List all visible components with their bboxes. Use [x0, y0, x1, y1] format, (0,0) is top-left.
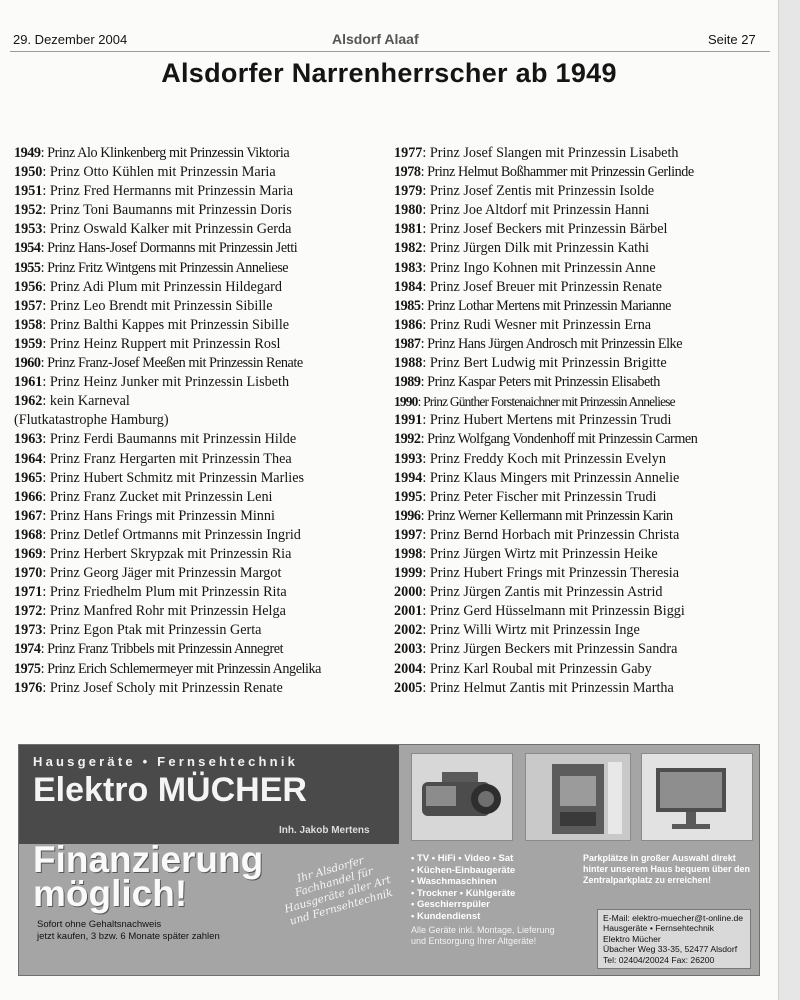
entry-text: Prinz Bert Ludwig mit Prinzessin Brigitte: [429, 355, 667, 372]
entry-text: Prinz Ferdi Baumanns mit Prinzessin Hilde: [49, 431, 297, 448]
entry-colon: :: [42, 584, 50, 601]
entry-text: Prinz Rudi Wesner mit Prinzessin Erna: [429, 316, 652, 333]
entry-text: Prinz Josef Scholy mit Prinzessin Renate: [49, 679, 283, 696]
entry-year: 2004: [394, 660, 423, 677]
entry-year: 1964: [14, 450, 43, 467]
entry-year: 1985: [394, 297, 421, 314]
ruler-entry: [14, 621, 389, 640]
ad-services-list: [411, 853, 515, 923]
entry-text: Prinz Manfred Rohr mit Prinzessin Helga: [49, 603, 286, 620]
ruler-entry: [394, 488, 769, 507]
ad-phone: Tel: 02404/20024 Fax: 26200: [603, 954, 715, 965]
ruler-entry: [394, 469, 769, 488]
entry-text: Prinz Lothar Mertens mit Prinzessin Marianne: [427, 297, 671, 314]
entry-text: Prinz Bernd Horbach mit Prinzessin Christa: [429, 526, 680, 543]
ad-contact-box: [597, 909, 751, 969]
entry-colon: :: [42, 316, 50, 333]
entry-year: 1965: [14, 469, 43, 486]
ruler-entry: [394, 545, 769, 564]
entry-colon: :: [42, 603, 50, 620]
entry-text: Prinz Jürgen Zantis mit Prinzessin Astrid: [429, 584, 663, 601]
ruler-entry: [394, 259, 769, 278]
ruler-entry: [394, 297, 769, 316]
ruler-entry: [394, 201, 769, 220]
entry-text: Prinz Jürgen Beckers mit Prinzessin Sandra: [429, 641, 678, 658]
entry-year: 1960: [14, 355, 41, 372]
entry-year: 1989: [394, 374, 421, 391]
entry-text: Prinz Fred Hermanns mit Prinzessin Maria: [49, 183, 293, 200]
ad-parking-note: Parkplätze in großer Auswahl direkt hinter unserem Haus bequem über den Zentralparkplatz zu erreichen!: [583, 853, 751, 885]
entry-colon: :: [422, 469, 430, 486]
entry-year: 1963: [14, 431, 43, 448]
ruler-entry: [394, 182, 769, 201]
ruler-entry: [14, 564, 389, 583]
entry-year: 1954: [14, 240, 41, 257]
entry-colon: :: [422, 278, 430, 295]
ruler-entry: [14, 278, 389, 297]
ad-brand-name: Elektro MÜCHER: [33, 771, 307, 809]
ruler-entry: [14, 354, 389, 373]
entry-year: 1951: [14, 183, 43, 200]
entry-text: Prinz Josef Zentis mit Prinzessin Isolde: [429, 183, 655, 200]
entry-colon: :: [422, 488, 430, 505]
entry-year: 1967: [14, 507, 43, 524]
ruler-entry: [394, 335, 769, 354]
entry-year: 1972: [14, 603, 43, 620]
entry-text: Prinz Ingo Kohnen mit Prinzessin Anne: [429, 259, 656, 276]
entry-colon: :: [422, 603, 430, 620]
entry-text: Prinz Adi Plum mit Prinzessin Hildegard: [49, 278, 282, 295]
entry-year: 1987: [394, 335, 421, 352]
entry-text: Prinz Hubert Frings mit Prinzessin Theresia: [429, 565, 680, 582]
entry-year: 2001: [394, 603, 423, 620]
ruler-entry: [394, 278, 769, 297]
entry-text: Prinz Toni Baumanns mit Prinzessin Doris: [49, 202, 292, 219]
entry-colon: :: [40, 641, 48, 658]
ad-script-slogan: Ihr Alsdorfer Fachhandel für Hausgeräte aller Art und Fernsehtechnik: [283, 854, 394, 928]
entry-text: Prinz Franz Hergarten mit Prinzessin Thea: [49, 450, 292, 467]
ruler-entry: [14, 583, 389, 602]
entry-text: Prinz Heinz Ruppert mit Prinzessin Rosl: [49, 335, 281, 352]
entry-text: Prinz Franz-Josef Meeßen mit Prinzessin Renate: [47, 355, 303, 372]
entry-year: 1984: [394, 278, 423, 295]
entry-text: Prinz Hans Frings mit Prinzessin Minni: [49, 507, 275, 524]
entry-colon: :: [42, 335, 50, 352]
ruler-entry: [14, 297, 389, 316]
ruler-entry: [14, 182, 389, 201]
entry-text: Prinz Balthi Kappes mit Prinzessin Sibille: [49, 316, 290, 333]
ruler-entry: [14, 507, 389, 526]
camcorder-photo: [411, 753, 513, 841]
entry-colon: :: [42, 164, 50, 181]
entry-year: 1977: [394, 145, 423, 161]
entry-colon: :: [422, 622, 430, 639]
entry-colon: :: [42, 545, 50, 562]
entry-year: 1980: [394, 202, 423, 219]
advertisement: [18, 744, 760, 976]
ad-financing-line1: Finanzierung: [33, 839, 264, 880]
entry-year: 1950: [14, 164, 43, 181]
entry-year: 1971: [14, 584, 43, 601]
ad-header-band: [19, 745, 399, 844]
entry-colon: :: [42, 450, 50, 467]
entry-text: Prinz Karl Roubal mit Prinzessin Gaby: [429, 660, 652, 677]
ruler-entry: [394, 583, 769, 602]
entry-year: 1978: [394, 164, 421, 181]
entry-colon: :: [42, 183, 50, 200]
ruler-entry: [14, 488, 389, 507]
entry-text: Prinz Hubert Schmitz mit Prinzessin Marlies: [49, 469, 305, 486]
entry-colon: :: [420, 335, 428, 352]
entry-year: 1966: [14, 488, 43, 505]
entry-year: 1974: [14, 641, 41, 658]
ad-payment-line2: jetzt kaufen, 3 bzw. 6 Monate später zahlen: [37, 931, 220, 942]
entry-colon: :: [420, 431, 428, 448]
entry-text: Prinz Günther Forstenaichner mit Prinzessin Anneliese: [423, 394, 675, 410]
entry-year: 2005: [394, 679, 423, 696]
entry-year: 1955: [14, 259, 41, 276]
ruler-entry: [14, 220, 389, 239]
entry-colon: :: [422, 183, 430, 200]
entry-text: Prinz Erich Schlemermeyer mit Prinzessin Angelika: [47, 660, 322, 677]
entry-year: 1956: [14, 278, 43, 295]
entry-year: 1979: [394, 183, 423, 200]
entry-year: 1949: [14, 145, 41, 161]
ad-service-item: • TV • HiFi • Video • Sat: [411, 853, 514, 864]
ruler-entry: [394, 507, 769, 526]
entry-colon: :: [42, 469, 50, 486]
ruler-entry: [394, 679, 769, 698]
entry-text: Prinz Freddy Koch mit Prinzessin Evelyn: [429, 450, 666, 467]
entry-colon: :: [422, 259, 430, 276]
ruler-entry: [394, 660, 769, 679]
entry-year: 1958: [14, 316, 43, 333]
rulers-list-right: [394, 144, 769, 698]
entry-year: 2003: [394, 641, 423, 658]
entry-colon: :: [42, 565, 50, 582]
entry-colon: :: [420, 164, 428, 181]
entry-text: Prinz Josef Slangen mit Prinzessin Lisabeth: [429, 145, 679, 161]
entry-text: kein Karneval: [49, 393, 130, 410]
entry-year: 1990: [394, 394, 418, 410]
entry-text: Prinz Leo Brendt mit Prinzessin Sibille: [49, 297, 273, 314]
ruler-entry: [394, 430, 769, 449]
ruler-entry: [14, 411, 389, 430]
entry-text: Prinz Josef Beckers mit Prinzessin Bärbel: [429, 221, 668, 238]
ruler-entry: [394, 316, 769, 335]
ruler-entry: [14, 660, 389, 679]
entry-text: Prinz Hubert Mertens mit Prinzessin Trudi: [429, 412, 672, 429]
header-rule: [10, 51, 770, 52]
ruler-entry: [14, 316, 389, 335]
ruler-entry: [14, 430, 389, 449]
entry-colon: :: [422, 240, 430, 257]
entry-colon: :: [42, 507, 50, 524]
entry-colon: :: [40, 240, 48, 257]
entry-year: 1981: [394, 221, 423, 238]
ruler-entry: [394, 640, 769, 659]
ad-email: E-Mail: elektro-muecher@t-online.de: [603, 913, 744, 923]
entry-colon: :: [420, 374, 428, 391]
entry-year: 1953: [14, 221, 43, 238]
ruler-entry: [394, 526, 769, 545]
ruler-entry: [14, 526, 389, 545]
publication-name: Alsdorf Alaaf: [332, 31, 419, 47]
entry-year: 1999: [394, 565, 423, 582]
entry-year: 1976: [14, 679, 43, 696]
television-photo: [641, 753, 753, 841]
entry-year: 1993: [394, 450, 423, 467]
entry-colon: :: [42, 679, 50, 696]
entry-colon: :: [422, 221, 430, 238]
ruler-entry: [394, 239, 769, 258]
ruler-entry: [14, 144, 389, 163]
entry-year: 1982: [394, 240, 423, 257]
entry-text: Prinz Georg Jäger mit Prinzessin Margot: [49, 565, 282, 582]
entry-colon: :: [422, 545, 430, 562]
ruler-entry: [14, 239, 389, 258]
entry-year: 1961: [14, 374, 43, 391]
ad-service-item: • Küchen-Einbaugeräte: [411, 864, 516, 876]
entry-year: 1959: [14, 335, 43, 352]
entry-colon: :: [42, 431, 50, 448]
entry-colon: :: [42, 374, 50, 391]
entry-text: Prinz Jürgen Wirtz mit Prinzessin Heike: [429, 545, 658, 562]
entry-colon: :: [420, 507, 428, 524]
entry-text: Prinz Kaspar Peters mit Prinzessin Elisabeth: [427, 374, 660, 391]
ad-delivery-note: Alle Geräte inkl. Montage, Lieferung und Entsorgung Ihrer Altgeräte!: [411, 925, 555, 946]
ruler-entry: [14, 259, 389, 278]
entry-colon: :: [422, 145, 430, 161]
entry-colon: :: [42, 526, 50, 543]
ruler-entry: [394, 411, 769, 430]
ruler-entry: [14, 679, 389, 698]
entry-text: Prinz Josef Breuer mit Prinzessin Renate: [429, 278, 662, 295]
entry-colon: :: [422, 526, 430, 543]
stove-photo: [525, 753, 631, 841]
entry-text: Prinz Gerd Hüsselmann mit Prinzessin Biggi: [429, 603, 685, 620]
ruler-entry: [394, 144, 769, 163]
entry-year: 1995: [394, 488, 423, 505]
entry-text: Prinz Hans Jürgen Androsch mit Prinzessin Elke: [427, 335, 683, 352]
ruler-entry: [14, 602, 389, 621]
entry-colon: :: [422, 565, 430, 582]
entry-text: Prinz Willi Wirtz mit Prinzessin Inge: [429, 622, 640, 639]
ruler-entry: [14, 469, 389, 488]
entry-colon: :: [422, 679, 430, 696]
entry-year: 1975: [14, 660, 41, 677]
entry-year: 1962: [14, 393, 43, 410]
entry-year: 1994: [394, 469, 423, 486]
entry-year: 2000: [394, 584, 423, 601]
entry-text: Prinz Otto Kühlen mit Prinzessin Maria: [49, 164, 276, 181]
entry-colon: :: [42, 488, 50, 505]
entry-colon: :: [422, 412, 430, 429]
issue-date: 29. Dezember 2004: [13, 32, 128, 47]
ruler-entry: [394, 450, 769, 469]
entry-year: 2002: [394, 622, 423, 639]
entry-colon: :: [40, 660, 48, 677]
rulers-list-left: [14, 144, 389, 698]
entry-text: Prinz Wolfgang Vondenhoff mit Prinzessin Carmen: [427, 431, 698, 448]
entry-text: Prinz Detlef Ortmanns mit Prinzessin Ingrid: [49, 526, 301, 543]
entry-year: 1988: [394, 355, 423, 372]
ruler-entry: [14, 373, 389, 392]
ruler-entry: [14, 335, 389, 354]
entry-year: 1969: [14, 545, 43, 562]
ruler-entry: [394, 354, 769, 373]
entry-year: 1991: [394, 412, 423, 429]
entry-year: 1968: [14, 526, 43, 543]
entry-year: 1973: [14, 622, 43, 639]
entry-text: Prinz Heinz Junker mit Prinzessin Lisbeth: [49, 374, 290, 391]
entry-year: 1970: [14, 565, 43, 582]
entry-year: 1992: [394, 431, 421, 448]
ad-service-item: • Waschmaschinen: [411, 876, 497, 888]
entry-text: Prinz Joe Altdorf mit Prinzessin Hanni: [429, 202, 650, 219]
ruler-entry: [394, 621, 769, 640]
entry-text: Prinz Jürgen Dilk mit Prinzessin Kathi: [429, 240, 650, 257]
entry-text: Prinz Helmut Boßhammer mit Prinzessin Gerlinde: [427, 164, 694, 181]
ruler-entry: [394, 163, 769, 182]
ad-tagline: Hausgeräte • Fernsehtechnik: [33, 754, 299, 769]
entry-year: 1952: [14, 202, 43, 219]
entry-colon: :: [422, 355, 430, 372]
ad-service-item: • Kundendienst: [411, 910, 481, 922]
ad-payment-terms: [37, 919, 220, 943]
ruler-entry: [394, 392, 769, 411]
entry-text: Prinz Klaus Mingers mit Prinzessin Annelie: [429, 469, 680, 486]
entry-text: Prinz Franz Tribbels mit Prinzessin Annegret: [47, 641, 284, 658]
entry-text: Prinz Egon Ptak mit Prinzessin Gerta: [49, 622, 262, 639]
entry-colon: :: [40, 259, 48, 276]
entry-colon: :: [42, 202, 50, 219]
entry-text: Prinz Franz Zucket mit Prinzessin Leni: [49, 488, 273, 505]
ruler-entry: [14, 163, 389, 182]
ad-contact-line2: Elektro Mücher: [603, 933, 661, 944]
entry-year: 1997: [394, 526, 423, 543]
ad-payment-line1: Sofort ohne Gehaltsnachweis: [37, 919, 162, 930]
entry-text: Prinz Peter Fischer mit Prinzessin Trudi: [429, 488, 657, 505]
ruler-entry: [14, 392, 389, 411]
entry-colon: :: [42, 393, 50, 410]
ad-contact-line1: Hausgeräte • Fernsehtechnik: [603, 923, 714, 934]
ruler-entry: [394, 602, 769, 621]
entry-text: Prinz Oswald Kalker mit Prinzessin Gerda: [49, 221, 292, 238]
ruler-entry: [394, 220, 769, 239]
entry-year: 1996: [394, 507, 421, 524]
ad-financing-line2: möglich!: [33, 873, 188, 914]
entry-year: 1983: [394, 259, 423, 276]
entry-text: (Flutkatastrophe Hamburg): [14, 412, 169, 429]
entry-colon: :: [420, 297, 428, 314]
entry-colon: :: [422, 584, 430, 601]
entry-text: Prinz Fritz Wintgens mit Prinzessin Anneliese: [47, 259, 289, 276]
page-number: Seite 27: [708, 32, 756, 47]
entry-colon: :: [422, 316, 430, 333]
ruler-entry: [14, 450, 389, 469]
entry-year: 1998: [394, 545, 423, 562]
entry-colon: :: [422, 450, 430, 467]
ruler-entry: [394, 373, 769, 392]
entry-year: 1957: [14, 297, 43, 314]
entry-colon: :: [417, 394, 424, 410]
ruler-entry: [14, 545, 389, 564]
entry-text: Prinz Herbert Skrypzak mit Prinzessin Ria: [49, 545, 292, 562]
entry-colon: :: [42, 297, 50, 314]
ad-service-item: • Geschierrspüler: [411, 899, 490, 911]
entry-colon: :: [422, 202, 430, 219]
ad-service-item: • Trockner • Kühlgeräte: [411, 887, 516, 899]
entry-text: Prinz Alo Klinkenberg mit Prinzessin Viktoria: [47, 145, 290, 161]
ad-address: Übacher Weg 33-35, 52477 Alsdorf: [603, 944, 738, 955]
entry-year: 1986: [394, 316, 423, 333]
entry-colon: :: [42, 221, 50, 238]
entry-colon: :: [422, 660, 430, 677]
entry-text: Prinz Werner Kellermann mit Prinzessin Karin: [427, 507, 673, 524]
entry-colon: :: [40, 355, 48, 372]
ad-owner: Inh. Jakob Mertens: [279, 825, 370, 836]
entry-text: Prinz Helmut Zantis mit Prinzessin Martha: [429, 679, 674, 696]
page-headline: Alsdorfer Narrenherrscher ab 1949: [161, 58, 617, 88]
entry-colon: :: [40, 145, 48, 161]
ruler-entry: [14, 201, 389, 220]
page-fold-edge: [778, 0, 800, 1000]
entry-text: Prinz Hans-Josef Dormanns mit Prinzessin Jetti: [47, 240, 298, 257]
entry-colon: :: [42, 622, 50, 639]
entry-colon: :: [422, 641, 430, 658]
entry-colon: :: [42, 278, 50, 295]
ruler-entry: [14, 640, 389, 659]
ruler-entry: [394, 564, 769, 583]
entry-text: Prinz Friedhelm Plum mit Prinzessin Rita: [49, 584, 287, 601]
